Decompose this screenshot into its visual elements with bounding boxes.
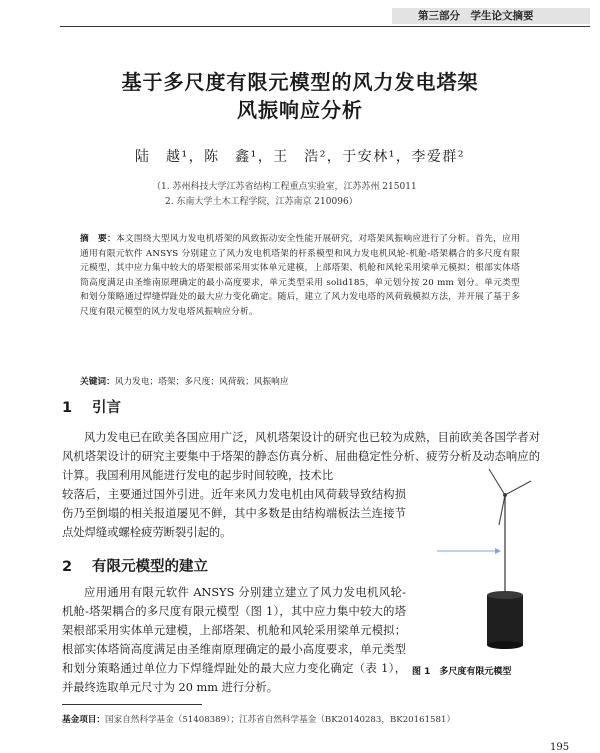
section-1-paragraph-b: 较落后，主要通过国外引进。近年来风力发电机由风荷载导致结构损伤乃至倒塌的相关报道屡见不鲜，其中多数是由结构端板法兰连接节点处焊缝或螺栓疲劳断裂引起的。 <box>62 488 406 539</box>
paper-title-line1: 基于多尺度有限元模型的风力发电塔架 <box>121 70 479 94</box>
figure-caption: 图 1 多尺度有限元模型 <box>412 667 512 677</box>
section-2-title: 有限元模型的建立 <box>92 559 208 575</box>
section-1-title: 引言 <box>92 400 121 416</box>
tower-base-top <box>487 591 523 599</box>
section-2-heading <box>62 555 208 576</box>
author-list: 陆 越¹，陈 鑫¹，王 浩²，于安林¹，李爱群² <box>134 149 466 165</box>
section-2-number: 2 <box>62 559 73 575</box>
funding-footnote <box>62 713 455 725</box>
section-1-paragraph-a: 风力发电已在欧美各国应用广泛，风机塔架设计的研究也已较为成熟，目前欧美各国学者对风机塔架设计的研究主要集中于塔架的静态仿真分析、屈曲稳定性分析、疲劳分析及动态响应的计算。我国利用风能进行发电的起步时间较晚，技术比 <box>62 431 540 482</box>
funding-label: 基金项目： <box>62 715 105 725</box>
abstract <box>80 232 520 319</box>
wind-turbine-model-figure <box>425 467 555 652</box>
affiliation-2: 2. 东南大学土木工程学院，江苏南京 210096） <box>165 197 358 207</box>
paper-title-line2: 风振响应分析 <box>237 98 363 122</box>
affiliation-1: （1. 苏州科技大学江苏省结构工程重点实验室，江苏苏州 215011 <box>152 182 417 192</box>
keywords <box>80 375 520 389</box>
running-header: 第三部分 学生论文摘要 <box>418 10 534 22</box>
annotation-arrow <box>495 548 501 554</box>
page-number: 195 <box>550 742 570 753</box>
tower-base-bottom <box>487 641 523 649</box>
solid-tower-base <box>487 595 523 645</box>
keywords-label: 关键词： <box>80 377 115 387</box>
turbine-rotor-blades <box>489 469 531 525</box>
abstract-label: 摘 要： <box>80 234 116 244</box>
section-1-heading <box>62 396 121 417</box>
header-rule <box>60 26 590 27</box>
footnote-rule <box>62 704 202 705</box>
section-2-paragraph: 应用通用有限元软件 ANSYS 分别建立建立了风力发电机风轮-机舱-塔架耦合的多尺度有限元模型（图 1），其中应力集中较大的塔架根部采用实体单元建模，上部塔架、机舱和风轮采用梁单元模拟；根部实体塔筒高度满足由圣维南原理确定的最小高度要求，单元类型和划分策略通过单位力下焊缝焊趾处的最大应力变化确定（表 1），并最终选取单元尺寸为 20 mm 进行分析。 <box>62 586 406 694</box>
section-1-number: 1 <box>62 400 73 416</box>
abstract-text: 本文围绕大型风力发电机塔架的风致振动安全性能开展研究，对塔架风振响应进行了分析。首先，应用通用有限元软件 ANSYS 分别建立了风力发电机塔架的杆系模型和风力发电机风轮-机舱-塔架耦合的多尺度有限元模型，其中应力集中较大的塔架根部采用实体单元建模，上部塔架、机舱和风轮采用梁单元模拟；根部实体塔筒高度满足由圣维南原理确定的最小高度要求，单元类型采用 solid185，单元划分按 20 mm 划分。单元类型和划分策略通过焊缝焊趾处的最大应力变化确定。随后，建立了风力发电塔的风荷载模拟方法，并开展了基于多尺度有限元模型的风力发电塔风振响应分析。 <box>80 234 520 317</box>
funding-text: 国家自然科学基金（51408389）；江苏省自然科学基金（BK20140283，BK20161581） <box>104 715 456 725</box>
keywords-text: 风力发电；塔架；多尺度；风荷载；风振响应 <box>114 377 289 387</box>
